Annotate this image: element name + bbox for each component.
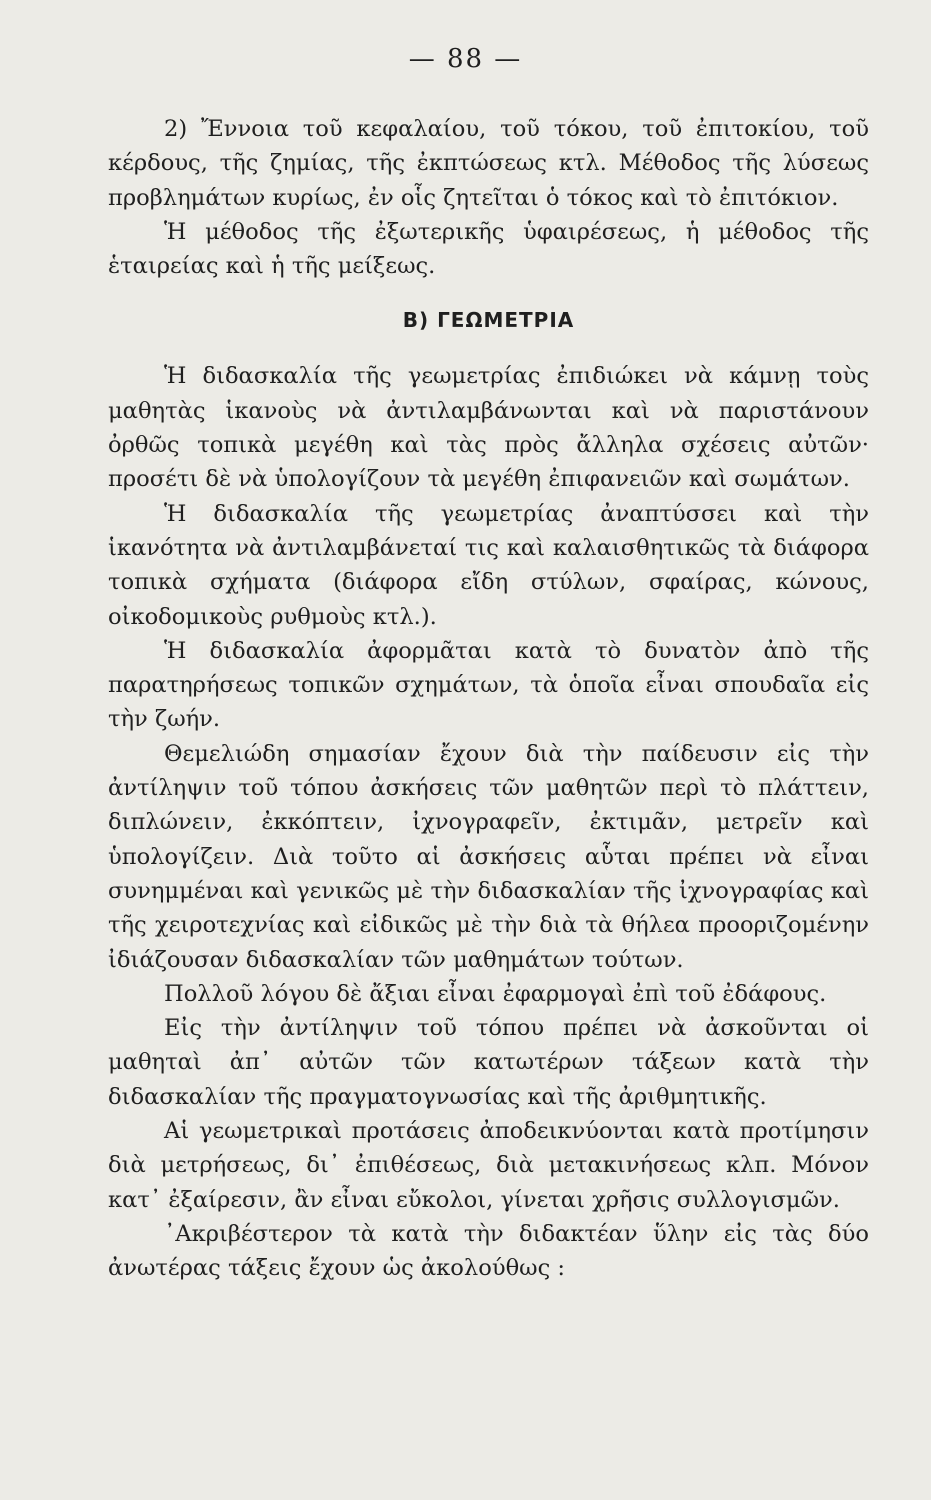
paragraph-arithmetic-item-2: 2) Ἔννοια τοῦ κεφαλαίου, τοῦ τόκου, τοῦ ἐπιτοκίου, τοῦ κέρδους, τῆς ζημίας, τῆς ἐκπτώσεως κτλ. Μέθοδος τῆς λύσεως προβλημάτων κυρίως, ἐν οἷς ζητεῖται ὁ τόκος καὶ τὸ ἐπιτόκιον. (108, 116, 869, 211)
paragraph: Θεμελιώδη σημασίαν ἔχουν διὰ τὴν παίδευσιν εἰς τὴν ἀντίληψιν τοῦ τόπου ἀσκήσεις τῶν μαθητῶν περὶ τὸ πλάττειν, διπλώνειν, ἐκκόπτειν, ἰχνογραφεῖν, ἐκτιμᾶν, μετρεῖν καὶ ὑπολογίζειν. Διὰ τοῦτο αἱ ἀσκήσεις αὗται πρέπει νὰ εἶναι συνημμέναι καὶ γενικῶς μὲ τὴν διδασκαλίαν τῆς ἰχνογραφίας καὶ τῆς χειροτεχνίας καὶ εἰδικῶς μὲ τὴν διὰ τὰ θήλεα προοριζομένην ἰδιάζουσαν διδασκαλίαν τῶν μαθημάτων τούτων. (108, 740, 869, 973)
text-body (108, 112, 869, 1286)
paragraph: Αἱ γεωμετρικαὶ προτάσεις ἀποδεικνύονται κατὰ προτίμησιν διὰ μετρήσεως, δι᾽ ἐπιθέσεως, διὰ μετακινήσεως κλπ. Μόνον κατ᾽ ἐξαίρεσιν, ἂν εἶναι εὔκολοι, γίνεται χρῆσις συλλογισμῶν. (108, 1118, 869, 1213)
paragraph: ᾽Ακριβέστερον τὰ κατὰ τὴν διδακτέαν ὕλην εἰς τὰς δύο ἀνωτέρας τάξεις ἔχουν ὡς ἀκολούθως : (108, 1220, 869, 1282)
paragraph: Ἡ διδασκαλία τῆς γεωμετρίας ἐπιδιώκει νὰ κάμνῃ τοὺς μαθητὰς ἱκανοὺς νὰ ἀντιλαμβάνωνται καὶ νὰ παριστάνουν ὀρθῶς τοπικὰ μεγέθη καὶ τὰς πρὸς ἄλληλα σχέσεις αὐτῶν· προσέτι δὲ νὰ ὑπολογίζουν τὰ μεγέθη ἐπιφανειῶν καὶ σωμάτων. (108, 363, 869, 493)
paragraph: Ἡ διδασκαλία τῆς γεωμετρίας ἀναπτύσσει καὶ τὴν ἱκανότητα νὰ ἀντιλαμβάνεταί τις καὶ καλαισθητικῶς τὰ διάφορα τοπικὰ σχήματα (διάφορα εἴδη στύλων, σφαίρας, κώνους, οἰκοδομικοὺς ρυθμοὺς κτλ.). (108, 500, 869, 630)
paragraph: Ἡ διδασκαλία ἀφορμᾶται κατὰ τὸ δυνατὸν ἀπὸ τῆς παρατηρήσεως τοπικῶν σχημάτων, τὰ ὁποῖα εἶναι σπουδαῖα εἰς τὴν ζωήν. (108, 637, 869, 733)
paragraph: Πολλοῦ λόγου δὲ ἄξιαι εἶναι ἐφαρμογαὶ ἐπὶ τοῦ ἐδάφους. (164, 980, 827, 1007)
paragraph-methods: Ἡ μέθοδος τῆς ἐξωτερικῆς ὑφαιρέσεως, ἡ μέθοδος τῆς ἑταιρείας καὶ ἡ τῆς μείξεως. (108, 218, 869, 280)
section-heading-geometry: Β) ΓΕΩΜΕΤΡΙΑ (402, 308, 575, 333)
page-number: — 88 — (408, 44, 523, 74)
paragraph: Εἰς τὴν ἀντίληψιν τοῦ τόπου πρέπει νὰ ἀσκοῦνται οἱ μαθηταὶ ἀπ᾽ αὐτῶν τῶν κατωτέρων τάξεων κατὰ τὴν διδασκαλίαν τῆς πραγματογνωσίας καὶ τῆς ἀριθμητικῆς. (108, 1015, 869, 1110)
